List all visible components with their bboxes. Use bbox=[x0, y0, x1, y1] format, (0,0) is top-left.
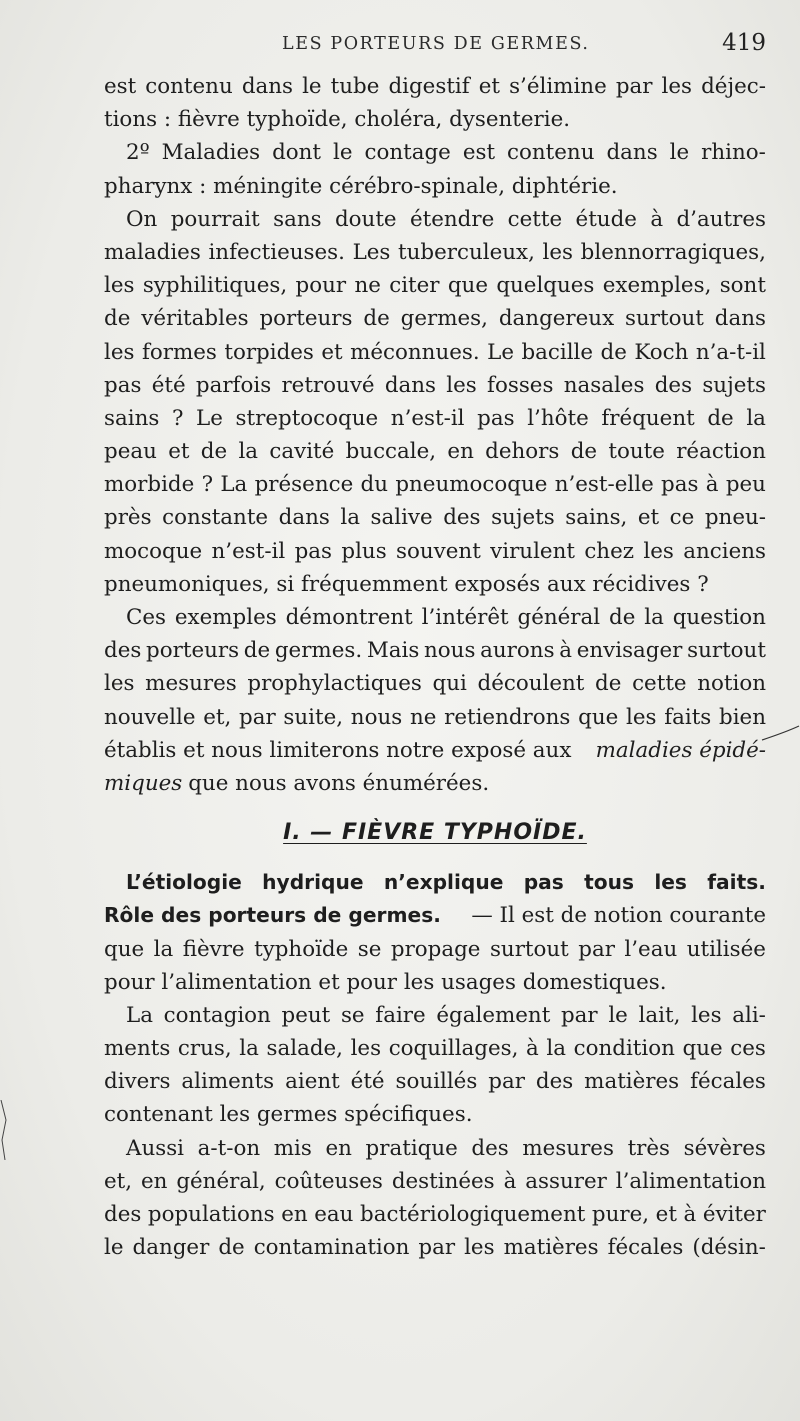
word: question bbox=[672, 605, 766, 630]
word: la bbox=[340, 505, 360, 531]
word: ments bbox=[104, 1036, 171, 1062]
word: des bbox=[654, 372, 693, 398]
word: que bbox=[578, 704, 619, 730]
word: ne bbox=[409, 704, 437, 730]
word: l’intérêt bbox=[421, 605, 509, 630]
word: sont bbox=[719, 273, 766, 299]
word: et bbox=[637, 505, 660, 531]
word: aliments bbox=[181, 1069, 275, 1095]
word: à bbox=[559, 638, 573, 664]
word: prophylactiques bbox=[247, 671, 422, 697]
word: Les bbox=[352, 239, 391, 265]
word: Le bbox=[196, 405, 223, 431]
word: nasales bbox=[563, 372, 645, 398]
word: assurer bbox=[525, 1168, 607, 1194]
word: éviter bbox=[702, 1202, 766, 1227]
word: toute bbox=[608, 439, 665, 465]
word: surtout bbox=[489, 936, 569, 962]
word: buccale, bbox=[345, 439, 437, 465]
word: étude bbox=[575, 206, 637, 232]
word: que bbox=[682, 1036, 723, 1062]
running-head: LES PORTEURS DE GERMES. bbox=[282, 34, 590, 54]
text-segment: que nous avons énumérées. bbox=[188, 770, 490, 796]
word: le bbox=[669, 140, 690, 166]
word: hydrique bbox=[262, 870, 364, 895]
word: plus bbox=[341, 538, 387, 564]
word: et bbox=[655, 1202, 677, 1227]
word: maladies bbox=[104, 239, 201, 265]
word: souillés bbox=[395, 1069, 478, 1095]
word: est bbox=[462, 140, 496, 166]
word: dans bbox=[714, 306, 766, 332]
word: dans bbox=[606, 140, 658, 166]
word: nous bbox=[424, 638, 476, 664]
word: les bbox=[446, 372, 477, 398]
word: pas bbox=[523, 870, 564, 895]
italic-segment: maladies épidé- bbox=[595, 737, 766, 763]
word: utilisée bbox=[686, 936, 766, 962]
word: les bbox=[625, 704, 657, 730]
word: sujets bbox=[491, 505, 555, 531]
word: fosses bbox=[487, 372, 554, 398]
text-line: contenant les germes spécifiques. bbox=[104, 1102, 473, 1128]
word: présence bbox=[254, 472, 354, 498]
word: faits bbox=[664, 704, 712, 730]
word: la bbox=[546, 1036, 567, 1062]
word: ? bbox=[201, 472, 214, 498]
word: n’a-t-il bbox=[695, 339, 766, 365]
word: Koch bbox=[634, 339, 689, 365]
text-segment: établis et nous limiterons notre exposé aux bbox=[104, 737, 572, 763]
word: l’eau bbox=[624, 936, 678, 962]
text-line bbox=[104, 1132, 766, 1165]
word: fécales bbox=[690, 1069, 766, 1095]
word: la bbox=[153, 936, 174, 962]
word: n’est-elle bbox=[554, 472, 654, 498]
text-line: pour l’alimentation et pour les usages domestiques. bbox=[104, 969, 667, 995]
text-line bbox=[104, 601, 766, 634]
italic-segment: miques bbox=[104, 770, 183, 796]
word: les bbox=[661, 74, 693, 99]
word: le bbox=[608, 1002, 628, 1028]
word: les bbox=[104, 339, 135, 365]
word: (désin- bbox=[692, 1235, 766, 1261]
word: se bbox=[340, 1002, 365, 1028]
word: l’alimentation bbox=[615, 1168, 766, 1194]
word: de bbox=[707, 405, 734, 431]
text-line bbox=[104, 701, 766, 734]
word: général, bbox=[176, 1168, 266, 1194]
word: la bbox=[239, 1036, 259, 1062]
word: typhoïde bbox=[254, 936, 349, 962]
word: aurons bbox=[480, 638, 555, 664]
word: n’est-il bbox=[390, 405, 465, 431]
word: à bbox=[526, 1036, 539, 1062]
word: pas bbox=[477, 405, 515, 431]
word: matières bbox=[584, 1069, 680, 1095]
word: sains, bbox=[565, 505, 628, 531]
word: coûteuses bbox=[274, 1168, 383, 1194]
word: streptocoque bbox=[235, 405, 379, 431]
text-line bbox=[104, 1198, 766, 1231]
word: de bbox=[595, 671, 622, 697]
text-line bbox=[104, 302, 766, 335]
word: cette bbox=[632, 671, 687, 697]
word: des bbox=[104, 1202, 142, 1227]
word: cette bbox=[507, 206, 563, 232]
word: des bbox=[104, 638, 142, 664]
word: méconnues. bbox=[350, 339, 480, 365]
word: peu bbox=[725, 472, 766, 498]
text-line bbox=[104, 767, 766, 800]
page-header bbox=[104, 30, 766, 62]
word: la bbox=[238, 439, 259, 465]
word: ? bbox=[171, 405, 184, 431]
word: les bbox=[464, 1235, 495, 1261]
word: contage bbox=[364, 140, 451, 166]
word: n’est-il bbox=[211, 538, 286, 564]
word: s’élimine bbox=[509, 74, 607, 99]
word: de bbox=[243, 638, 271, 664]
word: fécales bbox=[607, 1235, 684, 1261]
word: torpides bbox=[224, 339, 314, 365]
word: germes. bbox=[274, 638, 363, 664]
word: est bbox=[104, 74, 137, 99]
word: digestif bbox=[388, 74, 470, 99]
text-line bbox=[104, 468, 766, 501]
word: et bbox=[168, 439, 190, 465]
word: qui bbox=[432, 671, 467, 697]
word: divers bbox=[104, 1069, 171, 1095]
text-line bbox=[104, 136, 766, 169]
word: mocoque bbox=[104, 538, 203, 564]
word: contenu bbox=[145, 74, 233, 99]
word: infectieuses. bbox=[208, 239, 345, 265]
word: d’autres bbox=[676, 206, 766, 232]
word: condition bbox=[573, 1036, 675, 1062]
word: L’étiologie bbox=[126, 870, 242, 895]
word: n’explique bbox=[383, 870, 504, 895]
text-line bbox=[104, 1032, 766, 1065]
word: On bbox=[126, 206, 158, 232]
word: en bbox=[281, 1202, 308, 1227]
word: La bbox=[126, 1002, 153, 1028]
word: par bbox=[418, 1235, 456, 1261]
word: que bbox=[447, 273, 488, 299]
word: surtout bbox=[687, 638, 766, 664]
word: de bbox=[200, 439, 228, 465]
word: danger bbox=[132, 1235, 210, 1261]
word: aient bbox=[285, 1069, 340, 1095]
word: des bbox=[535, 1069, 574, 1095]
word: morbide bbox=[104, 472, 195, 498]
word: faire bbox=[375, 1002, 426, 1028]
word: les bbox=[643, 538, 674, 564]
word: les bbox=[350, 1036, 382, 1062]
word: par bbox=[615, 74, 653, 99]
word: étendre bbox=[409, 206, 495, 232]
word: pure, bbox=[591, 1202, 650, 1227]
word: bactériologiquement bbox=[360, 1202, 586, 1227]
word: nous bbox=[350, 704, 403, 730]
word: populations bbox=[147, 1202, 275, 1227]
word: à bbox=[705, 472, 719, 498]
word: constante bbox=[162, 505, 269, 531]
word: le bbox=[333, 140, 353, 166]
word: des bbox=[443, 505, 481, 531]
word: virulent bbox=[490, 538, 575, 564]
word: dangereux bbox=[498, 306, 615, 332]
word: et, bbox=[203, 704, 232, 730]
word: les bbox=[691, 1002, 722, 1028]
text-line bbox=[104, 336, 766, 369]
word: se bbox=[357, 936, 382, 962]
word: peut bbox=[281, 1002, 331, 1028]
text-line bbox=[104, 369, 766, 402]
word: anciens bbox=[683, 538, 766, 564]
text-line bbox=[104, 269, 766, 302]
text-line: pneumoniques, si fréquemment exposés aux récidives ? bbox=[104, 571, 709, 597]
word: faits. bbox=[707, 870, 766, 895]
word: blennorragiques, bbox=[580, 239, 766, 265]
word: pas bbox=[104, 372, 142, 398]
word: parfois bbox=[195, 372, 272, 398]
word: dans bbox=[278, 505, 330, 531]
word: suite, bbox=[283, 704, 344, 730]
text-line bbox=[104, 999, 766, 1032]
text-line bbox=[104, 435, 766, 468]
word: démontrent bbox=[285, 605, 413, 630]
word: chez bbox=[584, 538, 635, 564]
text-line bbox=[104, 535, 766, 568]
word: sévères bbox=[683, 1135, 766, 1161]
word: nouvelle bbox=[104, 704, 196, 730]
word: rhino- bbox=[701, 140, 766, 166]
text-segment: — Il est de notion courante bbox=[471, 903, 766, 929]
word: Aussi bbox=[126, 1135, 185, 1161]
word: sujets bbox=[702, 372, 766, 398]
word: propage bbox=[390, 936, 481, 962]
word: très bbox=[627, 1135, 671, 1161]
word: pratique bbox=[365, 1135, 458, 1161]
word: ces bbox=[730, 1036, 766, 1062]
word: que bbox=[104, 936, 145, 962]
word: contamination bbox=[253, 1235, 410, 1261]
word: doute bbox=[334, 206, 397, 232]
word: la bbox=[746, 405, 766, 431]
text-line bbox=[104, 899, 766, 932]
word: a-t-on bbox=[197, 1135, 261, 1161]
word: retrouvé bbox=[281, 372, 375, 398]
word: dont bbox=[272, 140, 322, 166]
text-line bbox=[104, 70, 766, 103]
text-line bbox=[104, 634, 766, 667]
text-line bbox=[104, 667, 766, 700]
margin-pen-stroke bbox=[760, 722, 800, 746]
word: été bbox=[350, 1069, 385, 1095]
subsection-heading-cont: Rôle des porteurs de germes. bbox=[104, 903, 441, 928]
word: quelques bbox=[496, 273, 595, 299]
word: cavité bbox=[269, 439, 335, 465]
text-line bbox=[104, 1231, 766, 1264]
word: sains bbox=[104, 405, 160, 431]
word: véritables bbox=[141, 306, 249, 332]
word: à bbox=[650, 206, 664, 232]
word: formes bbox=[141, 339, 217, 365]
word: eau bbox=[314, 1202, 354, 1227]
word: envisager bbox=[576, 638, 683, 664]
word: fréquent bbox=[601, 405, 695, 431]
text-line bbox=[104, 402, 766, 435]
word: déjec- bbox=[701, 74, 766, 99]
word: découlent bbox=[477, 671, 585, 697]
word: fièvre bbox=[182, 936, 245, 962]
word: notion bbox=[697, 671, 766, 697]
word: de bbox=[570, 439, 598, 465]
word: souvent bbox=[396, 538, 481, 564]
word: pneumocoque bbox=[395, 472, 548, 498]
word: et bbox=[478, 74, 500, 99]
word: général bbox=[517, 605, 601, 630]
word: porteurs bbox=[259, 306, 353, 332]
word: de bbox=[609, 605, 636, 630]
word: par bbox=[560, 1002, 598, 1028]
word: par bbox=[239, 704, 276, 730]
word: exemples, bbox=[602, 273, 712, 299]
text-line bbox=[104, 933, 766, 966]
word: pour bbox=[295, 273, 347, 299]
word: coquillages, bbox=[388, 1036, 519, 1062]
word: salive bbox=[370, 505, 433, 531]
word: la bbox=[644, 605, 664, 630]
word: dehors bbox=[485, 439, 560, 465]
word: destinées bbox=[391, 1168, 495, 1194]
word: été bbox=[151, 372, 186, 398]
word: ali- bbox=[732, 1002, 766, 1028]
word: les bbox=[104, 273, 135, 299]
word: lait, bbox=[638, 1002, 681, 1028]
word: La bbox=[220, 472, 248, 498]
page-edge-mark bbox=[0, 1100, 8, 1160]
word: surtout bbox=[625, 306, 704, 332]
word: salade, bbox=[266, 1036, 343, 1062]
word: mesures bbox=[522, 1135, 614, 1161]
word: exemples bbox=[174, 605, 277, 630]
word: bacille bbox=[521, 339, 594, 365]
word: par bbox=[578, 936, 615, 962]
word: contagion bbox=[163, 1002, 271, 1028]
text-line bbox=[104, 203, 766, 236]
word: ne bbox=[354, 273, 381, 299]
word: Maladies bbox=[161, 140, 261, 166]
word: de bbox=[218, 1235, 245, 1261]
word: les bbox=[104, 671, 135, 697]
word: Mais bbox=[366, 638, 420, 664]
word: dans bbox=[241, 74, 294, 99]
word: sans bbox=[273, 206, 322, 232]
text-line bbox=[104, 1065, 766, 1098]
text-line bbox=[104, 236, 766, 269]
word: mis bbox=[273, 1135, 312, 1161]
word: de bbox=[104, 306, 131, 332]
text-line bbox=[104, 501, 766, 534]
word: de bbox=[363, 306, 390, 332]
word: en bbox=[447, 439, 474, 465]
word: et bbox=[321, 339, 343, 365]
word: pas bbox=[294, 538, 333, 564]
word: près bbox=[104, 505, 152, 531]
word: Ces bbox=[126, 605, 167, 630]
word: matières bbox=[503, 1235, 599, 1261]
word: tous bbox=[584, 870, 635, 895]
word: des bbox=[471, 1135, 509, 1161]
text-line bbox=[104, 1165, 766, 1198]
word: dans bbox=[384, 372, 437, 398]
body-text bbox=[104, 70, 766, 1264]
word: le bbox=[302, 74, 322, 99]
word: en bbox=[325, 1135, 352, 1161]
word: les bbox=[542, 239, 574, 265]
text-line bbox=[104, 734, 766, 767]
word: tube bbox=[330, 74, 380, 99]
section-title: I. — FIÈVRE TYPHOÏDE. bbox=[283, 820, 587, 846]
word: et, bbox=[104, 1168, 133, 1194]
word: pas bbox=[661, 472, 699, 498]
word: du bbox=[360, 472, 389, 498]
word: germes, bbox=[400, 306, 488, 332]
word: à bbox=[503, 1168, 517, 1194]
word: syphilitiques, bbox=[142, 273, 288, 299]
word: ce bbox=[669, 505, 695, 531]
word: citer bbox=[389, 273, 440, 299]
word: mesures bbox=[145, 671, 237, 697]
word: contenu bbox=[507, 140, 595, 166]
word: peau bbox=[104, 439, 157, 465]
word: réaction bbox=[676, 439, 766, 465]
word: pneu- bbox=[704, 505, 766, 531]
word: porteurs bbox=[146, 638, 240, 664]
text-line: pharynx : méningite cérébro-spinale, diphtérie. bbox=[104, 173, 618, 199]
word: également bbox=[436, 1002, 551, 1028]
word: les bbox=[654, 870, 687, 895]
word: le bbox=[104, 1235, 124, 1261]
word: par bbox=[488, 1069, 525, 1095]
word: de bbox=[600, 339, 627, 365]
word: bien bbox=[719, 704, 766, 730]
word: pourrait bbox=[170, 206, 260, 232]
word: en bbox=[140, 1168, 168, 1194]
subsection-heading bbox=[104, 866, 766, 899]
word: Le bbox=[487, 339, 514, 365]
word: tuberculeux, bbox=[398, 239, 535, 265]
word: crus, bbox=[177, 1036, 232, 1062]
word: à bbox=[683, 1202, 697, 1227]
text-line: tions : fièvre typhoïde, choléra, dysenterie. bbox=[104, 107, 571, 133]
word: l’hôte bbox=[527, 405, 589, 431]
word: retiendrons bbox=[444, 704, 571, 730]
page-number: 419 bbox=[722, 30, 766, 56]
word: 2º bbox=[126, 140, 150, 166]
